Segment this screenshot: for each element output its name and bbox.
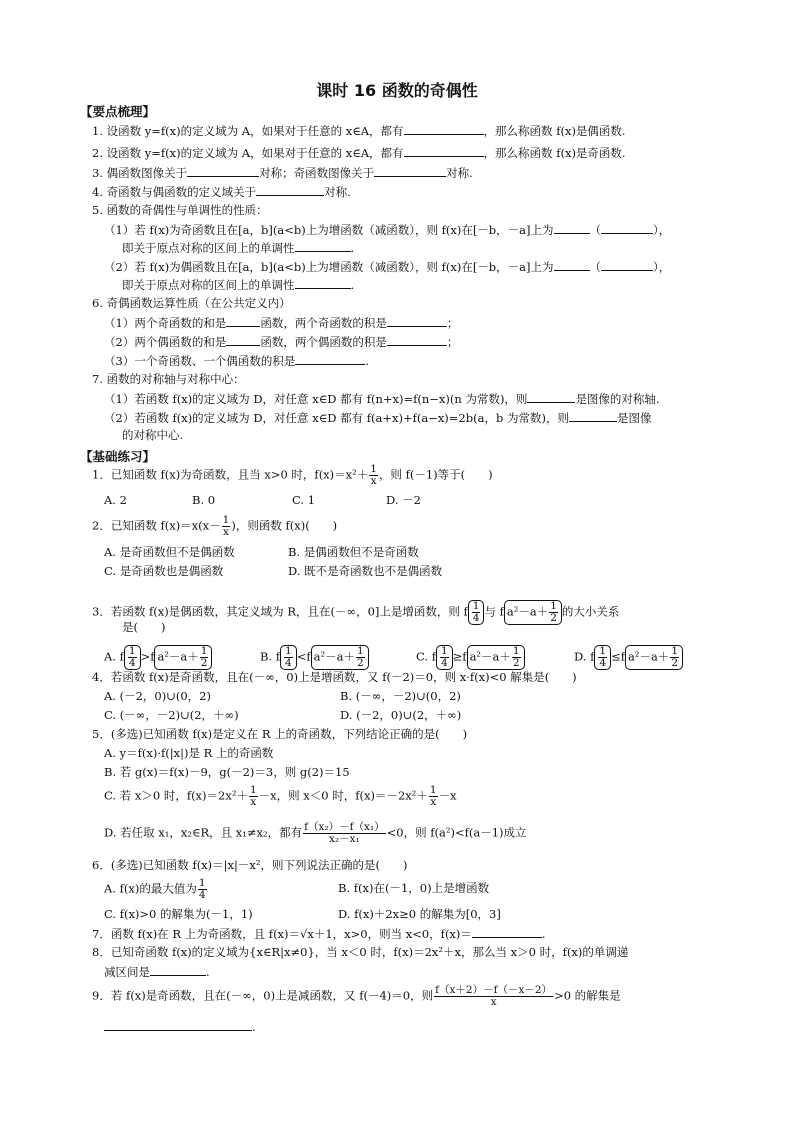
key-point-5-1: （1）若 f(x)为奇函数且在[a，b](a<b)上为增函数（减函数），则 f(x)在[－b，－a]上为 （ ）， bbox=[104, 223, 671, 237]
blank[interactable] bbox=[295, 239, 351, 252]
fraction: $\frac{1}{x}$ bbox=[222, 514, 230, 538]
blank[interactable] bbox=[187, 164, 259, 177]
blank[interactable] bbox=[374, 164, 446, 177]
blank[interactable] bbox=[554, 221, 590, 234]
key-point-1: 1. 设函数 y=f(x)的定义域为 A，如果对于任意的 x∈A，都有 ，那么称函数 f(x)是偶函数. bbox=[92, 124, 626, 138]
key-point-7: 7. 函数的对称轴与对称中心： bbox=[92, 372, 245, 386]
option-a: A. f $\frac{1}{4}$ >f a²－a＋ $\frac{1}{2}$ bbox=[104, 645, 212, 670]
key-point-5: 5. 函数的奇偶性与单调性的性质： bbox=[92, 203, 268, 217]
option-c: C. (－∞，－2)∪(2，＋∞) bbox=[104, 708, 239, 722]
option-b: B. 0 bbox=[192, 493, 216, 507]
option-d: D. 若任取 x₁，x₂∈R，且 x₁≠x₂，都有 $\frac{\text{f（x₂）－f（x₁）}}{\text{x₂－x₁}}$ <0，则 f(a²)<f(a－1)成立 bbox=[104, 821, 527, 845]
question-3: 3．若函数 f(x)是偶函数，其定义域为 R，且在(－∞，0]上是增函数，则 f $\frac{1}{4}$ 与 f a²－a＋ $\frac{1}{2}$ 的大小关系 bbox=[92, 600, 620, 624]
question-9: 9．若 f(x)是奇函数，且在(－∞，0)上是减函数，又 f(－4)＝0，则 $\frac{f(x+2)-f(-x-2)}{x}$ >0 的解集是 bbox=[92, 984, 621, 1008]
option-b: B. (－∞，－2)∪(0，2) bbox=[340, 689, 461, 703]
blank[interactable] bbox=[295, 276, 351, 289]
option-b: B. 若 g(x)＝f(x)－9，g(－2)＝3，则 g(2)＝15 bbox=[104, 765, 350, 779]
blank[interactable] bbox=[387, 333, 447, 346]
option-c: C. f $\frac{1}{4}$ ≥f a²－a＋ $\frac{1}{2}$ bbox=[416, 645, 525, 670]
blank[interactable] bbox=[226, 314, 260, 327]
section-key-points: 【要点梳理】 bbox=[80, 104, 156, 119]
blank[interactable] bbox=[404, 144, 484, 157]
blank[interactable] bbox=[404, 122, 484, 135]
blank[interactable] bbox=[472, 925, 542, 938]
key-point-7-2-cont: 的对称中心. bbox=[122, 428, 184, 442]
bracket: $\frac{1}{4}$ bbox=[468, 600, 485, 625]
key-point-5-2: （2）若 f(x)为偶函数且在[a，b](a<b)上为增函数（减函数），则 f(x)在[－b，－a]上为 （ ）， bbox=[104, 260, 671, 274]
option-b: B. f $\frac{1}{4}$ <f a²－a＋ $\frac{1}{2}$ bbox=[260, 645, 369, 670]
bracket: a²－a＋ $\frac{1}{2}$ bbox=[504, 600, 562, 625]
option-c: C. f(x)>0 的解集为(－1，1) bbox=[104, 907, 253, 921]
question-6: 6．(多选)已知函数 f(x)＝|x|－x²，则下列说法正确的是( ) bbox=[92, 858, 408, 872]
key-point-7-2: （2）若函数 f(x)的定义域为 D，对任意 x∈D 都有 f(a+x)+f(a−x)=2b(a，b 为常数)，则 是图像 bbox=[104, 411, 652, 425]
question-3-cont: 是( ) bbox=[122, 620, 166, 634]
blank[interactable] bbox=[295, 352, 365, 365]
question-2: 2．已知函数 f(x)＝x(x－ $\frac{1}{x}$ )，则函数 f(x)( ) bbox=[92, 514, 338, 538]
question-8: 8．已知奇函数 f(x)的定义域为{x∈R|x≠0}，当 x＜0 时，f(x)＝2x²＋x，那么当 x＞0 时，f(x)的单调递 bbox=[92, 945, 629, 959]
blank[interactable] bbox=[569, 409, 617, 422]
option-d: D. －2 bbox=[386, 493, 421, 507]
question-1: 1．已知函数 f(x)为奇函数，且当 x>0 时，f(x)＝x²＋ $\frac{1}{x}$ ，则 f(－1)等于( ) bbox=[92, 463, 493, 487]
blank[interactable] bbox=[104, 1018, 252, 1031]
blank[interactable] bbox=[527, 390, 575, 403]
option-a: A. f(x)的最大值为 $\frac{1}{4}$ bbox=[104, 877, 206, 901]
key-point-5-2-cont: 即关于原点对称的区间上的单调性 . bbox=[122, 278, 355, 292]
option-a: A. 2 bbox=[104, 493, 127, 507]
blank[interactable] bbox=[601, 221, 653, 234]
question-8-cont: 减区间是 . bbox=[104, 965, 210, 979]
blank[interactable] bbox=[601, 258, 653, 271]
option-b: B. 是偶函数但不是奇函数 bbox=[288, 545, 419, 559]
key-point-6-2: （2）两个偶函数的和是 函数，两个偶函数的积是 ； bbox=[104, 335, 459, 349]
key-point-5-1-cont: 即关于原点对称的区间上的单调性 . bbox=[122, 241, 355, 255]
key-point-2: 2. 设函数 y=f(x)的定义域为 A，如果对于任意的 x∈A，都有 ，那么称函数 f(x)是奇函数. bbox=[92, 146, 626, 160]
key-point-6: 6. 奇偶函数运算性质（在公共定义内） bbox=[92, 296, 291, 310]
blank[interactable] bbox=[256, 183, 324, 196]
question-5: 5．(多选)已知函数 f(x)是定义在 R 上的奇函数，下列结论正确的是( ) bbox=[92, 727, 468, 741]
option-b: B. f(x)在(－1，0)上是增函数 bbox=[338, 881, 490, 895]
question-7: 7．函数 f(x)在 R 上为奇函数，且 f(x)＝√x＋1，x>0，则当 x<0，f(x)＝ . bbox=[92, 927, 546, 941]
question-9-cont: . bbox=[104, 1018, 256, 1035]
option-c: C. 是奇函数也是偶函数 bbox=[104, 564, 224, 578]
blank[interactable] bbox=[554, 258, 590, 271]
key-point-6-3: （3）一个奇函数、一个偶函数的积是 . bbox=[104, 354, 369, 368]
option-a: A. y＝f(x)·f(|x|)是 R 上的奇函数 bbox=[104, 746, 274, 760]
option-c: C. 1 bbox=[292, 493, 316, 507]
section-basic-practice: 【基础练习】 bbox=[80, 449, 156, 464]
blank[interactable] bbox=[150, 963, 206, 976]
option-a: A. 是奇函数但不是偶函数 bbox=[104, 545, 235, 559]
option-d: D. 既不是奇函数也不是偶函数 bbox=[288, 564, 443, 578]
blank[interactable] bbox=[226, 333, 260, 346]
option-d: D. f $\frac{1}{4}$ ≤f a²－a＋ $\frac{1}{2}$ bbox=[574, 645, 683, 670]
option-c: C. 若 x＞0 时，f(x)＝2x²＋ $\frac{1}{x}$ －x，则 x＜0 时，f(x)＝－2x²＋ $\frac{1}{x}$ －x bbox=[104, 784, 457, 808]
blank[interactable] bbox=[387, 314, 447, 327]
page-title: 课时 16 函数的奇偶性 bbox=[316, 81, 478, 100]
fraction: $\frac{1}{x}$ bbox=[370, 463, 377, 487]
key-point-4: 4. 奇函数与偶函数的定义域关于 对称. bbox=[92, 185, 351, 199]
option-d: D. (－2，0)∪(2，＋∞) bbox=[340, 708, 462, 722]
question-4: 4．若函数 f(x)是奇函数，且在(－∞，0)上是增函数，又 f(－2)＝0，则 x·f(x)<0 解集是( ) bbox=[92, 670, 577, 684]
option-a: A. (－2，0)∪(0，2) bbox=[104, 689, 211, 703]
key-point-3: 3. 偶函数图像关于 对称；奇函数图像关于 对称. bbox=[92, 166, 473, 180]
key-point-7-1: （1）若函数 f(x)的定义域为 D，对任意 x∈D 都有 f(n+x)=f(n−x)(n 为常数)，则 是图像的对称轴. bbox=[104, 392, 660, 406]
key-point-6-1: （1）两个奇函数的和是 函数，两个奇函数的积是 ； bbox=[104, 316, 459, 330]
option-d: D. f(x)＋2x≥0 的解集为[0，3] bbox=[338, 907, 501, 921]
